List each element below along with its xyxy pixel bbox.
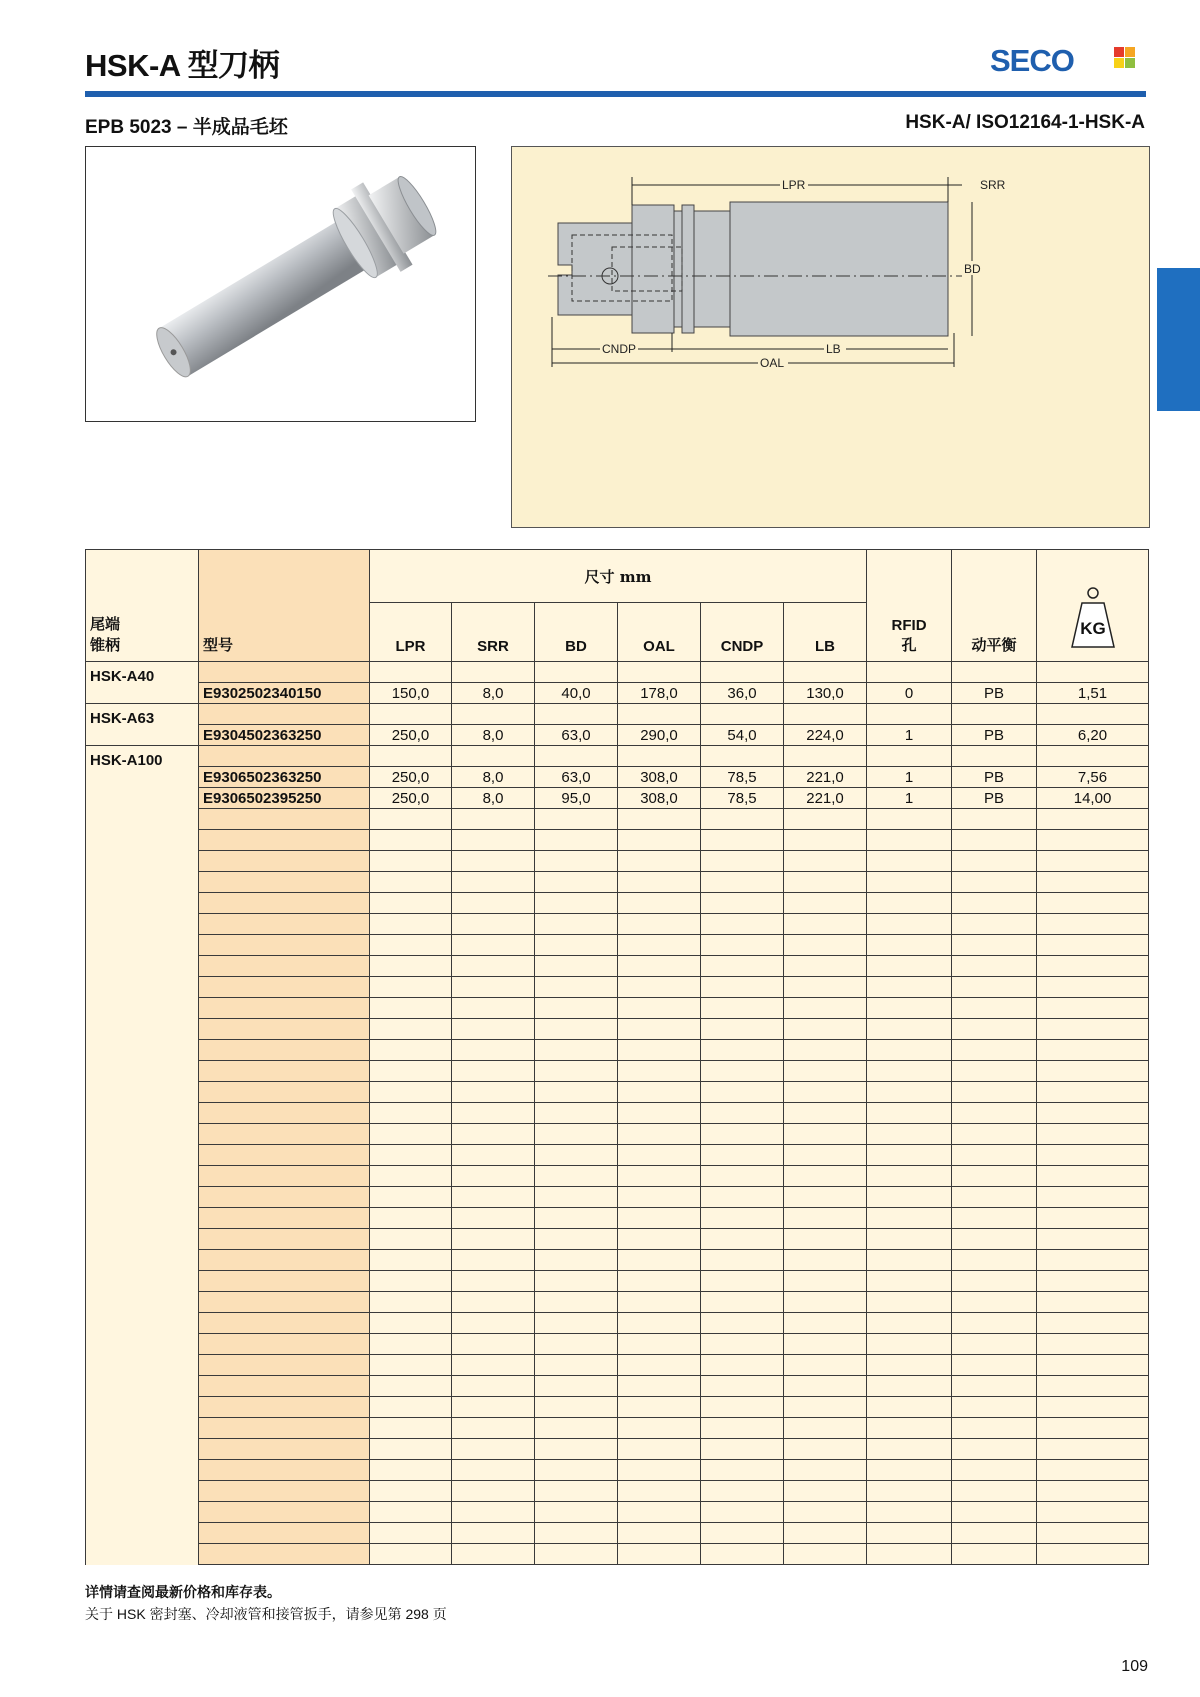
empty-row	[86, 935, 1149, 956]
dim-srr: SRR	[980, 178, 1006, 192]
cell-oal: 308,0	[618, 767, 701, 788]
empty-row	[86, 1208, 1149, 1229]
empty-row	[86, 1502, 1149, 1523]
header-balance: 动平衡	[952, 550, 1037, 662]
header-lb: LB	[784, 603, 867, 662]
brand-text: SECO	[990, 43, 1074, 78]
logo-square-orange	[1125, 47, 1135, 57]
cell-kg: 7,56	[1037, 767, 1149, 788]
cell-oal: 178,0	[618, 683, 701, 704]
dim-bd: BD	[964, 262, 981, 276]
dim-lpr: LPR	[782, 178, 806, 192]
dim-lb: LB	[826, 342, 841, 356]
empty-row	[86, 1376, 1149, 1397]
cell-lpr: 150,0	[370, 683, 452, 704]
standard-label: HSK-A/ ISO12164-1-HSK-A	[905, 112, 1145, 133]
cell-srr: 8,0	[452, 788, 535, 809]
cell-balance: PB	[952, 725, 1037, 746]
cell-oal: 290,0	[618, 725, 701, 746]
product-subtitle: EPB 5023 – 半成品毛坯	[85, 117, 288, 138]
empty-row	[86, 1439, 1149, 1460]
empty-row	[86, 956, 1149, 977]
empty-row	[86, 1460, 1149, 1481]
taper-group: HSK-A40	[86, 662, 199, 704]
table-row	[86, 683, 1149, 704]
cell-cndp: 54,0	[701, 725, 784, 746]
cell-lpr: 250,0	[370, 725, 452, 746]
header-weight	[1037, 550, 1149, 662]
specification-table	[85, 549, 1149, 1565]
empty-row	[86, 1334, 1149, 1355]
cell-cndp: 78,5	[701, 788, 784, 809]
cell-cndp: 78,5	[701, 767, 784, 788]
cell-rfid: 1	[867, 788, 952, 809]
cell-rfid: 1	[867, 725, 952, 746]
empty-row	[86, 830, 1149, 851]
empty-row	[86, 893, 1149, 914]
group-header-row	[86, 662, 1149, 683]
empty-row	[86, 872, 1149, 893]
table-row	[86, 788, 1149, 809]
empty-row	[86, 1229, 1149, 1250]
cell-lb: 130,0	[784, 683, 867, 704]
header-rule	[85, 91, 1146, 97]
table-body	[86, 662, 1149, 1565]
empty-row	[86, 809, 1149, 830]
header-code: 型号	[199, 550, 370, 662]
cell-bd: 63,0	[535, 767, 618, 788]
cell-srr: 8,0	[452, 725, 535, 746]
cell-cndp: 36,0	[701, 683, 784, 704]
product-code: E9302502340150	[199, 683, 370, 704]
empty-row	[86, 1145, 1149, 1166]
cell-lpr: 250,0	[370, 767, 452, 788]
taper-group: HSK-A100	[86, 746, 199, 1565]
cell-balance: PB	[952, 683, 1037, 704]
product-code: E9306502363250	[199, 767, 370, 788]
cell-lb: 221,0	[784, 767, 867, 788]
cell-kg: 1,51	[1037, 683, 1149, 704]
empty-row	[86, 1250, 1149, 1271]
dimension-drawing	[512, 147, 1149, 527]
header-oal: OAL	[618, 603, 701, 662]
cell-lb: 221,0	[784, 788, 867, 809]
empty-row	[86, 1166, 1149, 1187]
empty-row	[86, 914, 1149, 935]
page-title: HSK-A 型刀柄	[85, 48, 280, 83]
cell-rfid: 1	[867, 767, 952, 788]
logo-square-green	[1125, 58, 1135, 68]
header-cndp: CNDP	[701, 603, 784, 662]
page-number: 109	[1121, 1658, 1148, 1675]
cell-lb: 224,0	[784, 725, 867, 746]
technical-drawing	[511, 146, 1150, 528]
header-bd: BD	[535, 603, 618, 662]
product-code: E9306502395250	[199, 788, 370, 809]
empty-row	[86, 1187, 1149, 1208]
cell-lpr: 250,0	[370, 788, 452, 809]
footnote-2: 关于 HSK 密封塞、冷却液管和接管扳手，请参见第 298 页	[85, 1606, 447, 1622]
section-tab	[1157, 268, 1200, 411]
cell-srr: 8,0	[452, 683, 535, 704]
flange-2	[694, 211, 730, 327]
cell-oal: 308,0	[618, 788, 701, 809]
header-rfid: RFID 孔	[867, 550, 952, 662]
empty-row	[86, 977, 1149, 998]
empty-row	[86, 1355, 1149, 1376]
product-photo	[85, 146, 476, 422]
empty-row	[86, 1271, 1149, 1292]
footnotes	[85, 1583, 447, 1625]
empty-row	[86, 1040, 1149, 1061]
empty-row	[86, 1061, 1149, 1082]
weight-icon	[1058, 585, 1128, 651]
empty-row	[86, 1544, 1149, 1565]
cell-bd: 63,0	[535, 725, 618, 746]
empty-row	[86, 1418, 1149, 1439]
seco-logo	[990, 42, 1140, 78]
tool-holder-image	[86, 147, 475, 421]
shaft	[159, 218, 372, 377]
cell-srr: 8,0	[452, 767, 535, 788]
header-taper: 尾端 锥柄	[86, 550, 199, 662]
dim-cndp: CNDP	[602, 342, 637, 356]
table-row	[86, 725, 1149, 746]
shank-body	[730, 202, 948, 336]
logo-square-yellow	[1114, 58, 1124, 68]
footnote-1: 详情请查阅最新价格和库存表。	[85, 1585, 281, 1601]
cell-balance: PB	[952, 767, 1037, 788]
empty-row	[86, 998, 1149, 1019]
product-code: E9304502363250	[199, 725, 370, 746]
dim-oal: OAL	[760, 356, 785, 370]
cell-balance: PB	[952, 788, 1037, 809]
taper-group: HSK-A63	[86, 704, 199, 746]
logo-square-red	[1114, 47, 1124, 57]
empty-row	[86, 1019, 1149, 1040]
header-dimensions: 尺寸 mm	[370, 550, 867, 603]
empty-row	[86, 1523, 1149, 1544]
empty-row	[86, 1313, 1149, 1334]
cell-bd: 40,0	[535, 683, 618, 704]
empty-row	[86, 851, 1149, 872]
empty-row	[86, 1082, 1149, 1103]
empty-row	[86, 1292, 1149, 1313]
empty-row	[86, 1103, 1149, 1124]
cell-kg: 6,20	[1037, 725, 1149, 746]
header-srr: SRR	[452, 603, 535, 662]
group-header-row	[86, 704, 1149, 725]
cell-kg: 14,00	[1037, 788, 1149, 809]
empty-row	[86, 1481, 1149, 1502]
cell-bd: 95,0	[535, 788, 618, 809]
weight-label: KG	[1079, 619, 1106, 638]
group-header-row	[86, 746, 1149, 767]
flange-1	[632, 205, 674, 333]
header-lpr: LPR	[370, 603, 452, 662]
empty-row	[86, 1124, 1149, 1145]
table-row	[86, 767, 1149, 788]
empty-row	[86, 1397, 1149, 1418]
cell-rfid: 0	[867, 683, 952, 704]
